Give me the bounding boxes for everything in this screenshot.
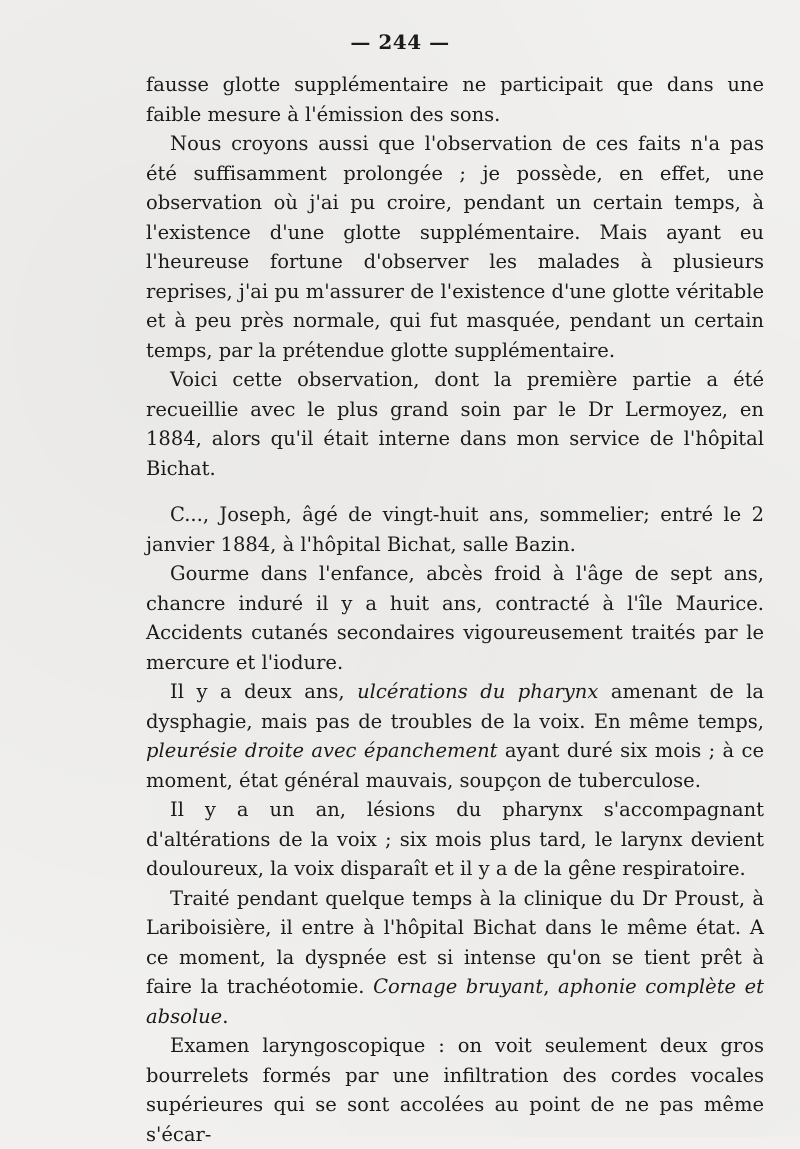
body-text xyxy=(146,70,764,1149)
paragraph-8-italic-2: aphonie complète et absolue xyxy=(146,975,765,1028)
paragraph-6-italic-2: pleurésie droite avec épanchement xyxy=(146,739,498,762)
paragraph-9: Examen laryngoscopique : on voit seulement deux gros bourrelets formés par une infiltration des cordes vocales supérieures qui se sont accolées au point de ne pas même s'écar- xyxy=(146,1034,764,1146)
paragraph-7: Il y a un an, lésions du pharynx s'accompagnant d'altérations de la voix ; six mois plus tard, le larynx devient douloureux, la voix disparaît et il y a de la gêne respiratoire. xyxy=(146,798,764,880)
paragraph-8-text-1: Traité pendant quelque temps à la clinique du Dr Proust, à Lariboisière, il entre à l'hôpital Bichat dans le même état. A ce moment, la dyspnée est si intense qu'on se tient prêt à faire la trachéotomie. xyxy=(146,886,764,998)
paragraph-4: C..., Joseph, âgé de vingt-huit ans, sommelier; entré le 2 janvier 1884, à l'hôpital Bichat, salle Bazin. xyxy=(146,503,764,556)
paragraph-8-italic-1: Cornage bruyant xyxy=(373,975,544,998)
page-number: — 244 — xyxy=(350,30,450,54)
paragraph-6-text-3: ayant duré six mois ; à ce moment, état général mauvais, soupçon de tuberculose. xyxy=(146,739,764,792)
paragraph-2: Nous croyons aussi que l'observation de ces faits n'a pas été suffisamment prolongée ; je possède, en effet, une observation où j'ai pu croire, pendant un certain temps, à l'existence d'une glotte supplémentaire. Mais ayant eu l'heureuse fortune d'observer les malades à plusieurs reprises, j'ai pu m'assurer de l'existence d'une glotte véritable et à peu près normale, qui fut masquée, pendant un certain temps, par la prétendue glotte supplémentaire. xyxy=(146,132,764,362)
paragraph-6-text-2: amenant de la dysphagie, mais pas de troubles de la voix. En même temps, xyxy=(146,680,765,733)
paragraph-8 xyxy=(146,884,764,1032)
paragraph-6 xyxy=(146,677,764,795)
paragraph-6-italic-1: ulcérations du pharynx xyxy=(357,680,599,703)
paragraph-1: fausse glotte supplémentaire ne participait que dans une faible mesure à l'émission des sons. xyxy=(146,73,764,126)
paragraph-5: Gourme dans l'enfance, abcès froid à l'âge de sept ans, chancre induré il y a huit ans, contracté à l'île Maurice. Accidents cutanés secondaires vigoureusement traités par le mercure et l'iodure. xyxy=(146,562,764,674)
paragraph-6-text-1: Il y a deux ans, xyxy=(170,680,358,703)
paragraph-3: Voici cette observation, dont la première partie a été recueillie avec le plus grand soin par le Dr Lermoyez, en 1884, alors qu'il était interne dans mon service de l'hôpital Bichat. xyxy=(146,368,764,480)
paragraph-8-text-3: . xyxy=(222,1004,229,1028)
paragraph-8-text-2: , xyxy=(543,975,558,998)
